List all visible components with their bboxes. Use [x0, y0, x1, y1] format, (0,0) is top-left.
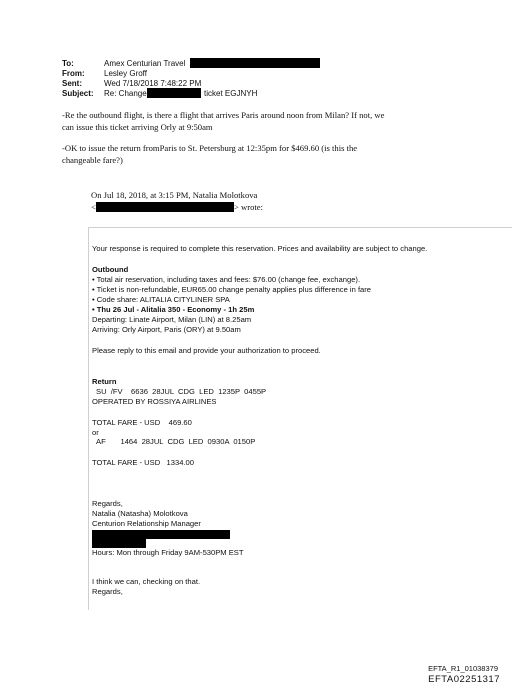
regards-text: Regards,	[92, 499, 123, 508]
redaction-to	[190, 58, 320, 68]
sent-label: Sent:	[62, 79, 82, 88]
departing-line: Departing: Linate Airport, Milan (LIN) at 8.25am	[92, 315, 252, 324]
reply-p1-line1: -Re the outbound flight, is there a flight that arrives Paris around noon from Milan? If not, we	[62, 110, 385, 120]
af-flight-line: AF 1464 28JUL CDG LED 0930A 0150P	[96, 437, 256, 446]
bullet-3: • Code share: ALITALIA CITYLINER SPA	[92, 295, 230, 304]
redaction-subject	[147, 88, 201, 98]
quote-left-bar	[88, 227, 89, 610]
sent-value: Wed 7/18/2018 7:48:22 PM	[104, 79, 202, 88]
from-label: From:	[62, 69, 85, 78]
redaction-email	[96, 202, 234, 212]
to-value: Amex Centurian Travel	[104, 59, 186, 68]
subject-label: Subject:	[62, 89, 94, 98]
bullet-1-text: Total air reservation, including taxes and fees: $76.00 (change fee, exchange).	[96, 275, 361, 284]
regards-2: Regards,	[92, 587, 123, 596]
reply-request: Please reply to this email and provide your authorization to proceed.	[92, 346, 321, 355]
hours-line: Hours: Mon through Friday 9AM-530PM EST	[92, 548, 244, 557]
quote-top-rule	[88, 227, 512, 228]
total-fare-2: TOTAL FARE - USD 1334.00	[92, 458, 194, 467]
think-line: I think we can, checking on that.	[92, 577, 201, 586]
operated-by: OPERATED BY ROSSIYA AIRLINES	[92, 397, 217, 406]
bullet-3-text: Code share: ALITALIA CITYLINER SPA	[96, 295, 230, 304]
total-fare-1: TOTAL FARE - USD 469.60	[92, 418, 192, 427]
redaction-signature-1	[92, 530, 230, 539]
reply-p2-line2: changeable fare?)	[62, 155, 123, 165]
arriving-line: Arriving: Orly Airport, Paris (ORY) at 9.50am	[92, 325, 241, 334]
bullet-4-text: Thu 26 Jul - Alitalia 350 - Economy - 1h 25m	[96, 305, 255, 314]
to-label: To:	[62, 59, 74, 68]
bates-number-1: EFTA_R1_01038379	[428, 664, 498, 673]
signature-name: Natalia (Natasha) Molotkova	[92, 509, 188, 518]
quote-header-wrote: > wrote:	[234, 202, 263, 212]
from-value: Lesley Groff	[104, 69, 147, 78]
subject-suffix: ticket EGJNYH	[204, 89, 258, 98]
quote-header-lt: <	[91, 202, 96, 212]
quote-header-line1: On Jul 18, 2018, at 3:15 PM, Natalia Molotkova	[91, 190, 258, 200]
subject-prefix: Re: Change	[104, 89, 147, 98]
su-flight-line: SU /FV 6636 28JUL CDG LED 1235P 0455P	[96, 387, 267, 396]
outbound-title: Outbound	[92, 265, 129, 274]
bullet-2: • Ticket is non-refundable, EUR65.00 change penalty applies plus difference in fare	[92, 285, 372, 294]
bullet-2-text: Ticket is non-refundable, EUR65.00 change penalty applies plus difference in fare	[96, 285, 372, 294]
bullet-1: • Total air reservation, including taxes and fees: $76.00 (change fee, exchange).	[92, 275, 361, 284]
reply-p2-line1: -OK to issue the return fromParis to St. Petersburg at 12:35pm for $469.60 (is this the	[62, 143, 358, 153]
notice-text: Your response is required to complete this reservation. Prices and availability are subject to change.	[92, 244, 428, 253]
bullet-4: • Thu 26 Jul - Alitalia 350 - Economy - 1h 25m	[92, 305, 255, 314]
or-text: or	[92, 428, 99, 437]
return-title: Return	[92, 377, 117, 386]
signature-role: Centurion Relationship Manager	[92, 519, 201, 528]
redaction-signature-2	[92, 539, 146, 548]
bates-number-2: EFTA02251317	[428, 674, 500, 685]
reply-p1-line2: can issue this ticket arriving Orly at 9:50am	[62, 122, 213, 132]
